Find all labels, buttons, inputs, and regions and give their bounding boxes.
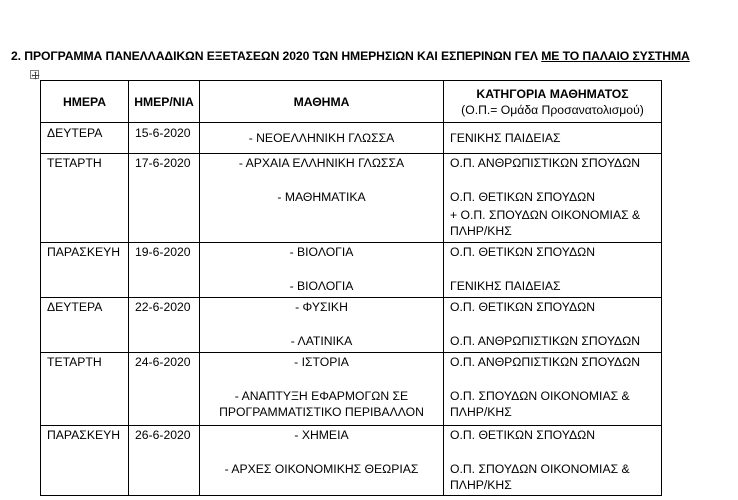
header-day: ΗΜΕΡΑ (41, 81, 129, 123)
category-text: Ο.Π. ΘΕΤΙΚΩΝ ΣΠΟΥΔΩΝ (450, 245, 596, 259)
subject-text: - ΑΡΧΑΙΑ ΕΛΛΗΝΙΚΗ ΓΛΩΣΣΑ (238, 156, 405, 170)
header-category-note: (Ο.Π.= Ομάδα Προσανατολισμού) (461, 102, 644, 117)
subject-cell (200, 353, 444, 426)
category-text: ΠΛΗΡ/ΚΗΣ (450, 405, 512, 419)
day-cell (41, 154, 129, 243)
header-category (444, 81, 662, 123)
category-cell (444, 353, 662, 426)
day-text: ΠΑΡΑΣΚΕΥΗ (47, 245, 121, 259)
date-cell (129, 123, 200, 154)
heading-underlined: ΜΕ ΤΟ ΠΑΛΑΙΟ ΣΥΣΤΗΜΑ (541, 49, 690, 63)
day-cell (41, 298, 129, 353)
category-text: Ο.Π. ΣΠΟΥΔΩΝ ΟΙΚΟΝΟΜΙΑΣ & (450, 389, 630, 403)
day-text: ΤΕΤΑΡΤΗ (47, 355, 102, 369)
subject-text: - ΑΝΑΠΤΥΞΗ ΕΦΑΡΜΟΓΩΝ ΣΕ (234, 389, 409, 403)
subject-text: - ΑΡΧΕΣ ΟΙΚΟΝΟΜΙΚΗΣ ΘΕΩΡΙΑΣ (224, 462, 419, 476)
date-text: 22-6-2020 (135, 300, 191, 314)
category-text: Ο.Π. ΘΕΤΙΚΩΝ ΣΠΟΥΔΩΝ (450, 300, 596, 314)
category-text: + Ο.Π. ΣΠΟΥΔΩΝ ΟΙΚΟΝΟΜΙΑΣ & (450, 208, 641, 222)
date-text: 17-6-2020 (135, 156, 191, 170)
subject-cell (200, 243, 444, 298)
table-header-row (41, 81, 662, 123)
subject-text: - ΛΑΤΙΝΙΚΑ (290, 334, 353, 348)
category-cell (444, 154, 662, 243)
category-cell (444, 426, 662, 496)
subject-text: - ΦΥΣΙΚΗ (295, 300, 348, 314)
date-cell (129, 426, 200, 496)
category-text: ΠΛΗΡ/ΚΗΣ (450, 224, 512, 238)
category-text: ΓΕΝΙΚΗΣ ΠΑΙΔΕΙΑΣ (450, 131, 561, 145)
table-row (41, 426, 662, 496)
date-text: 19-6-2020 (135, 245, 191, 259)
day-cell (41, 123, 129, 154)
date-cell (129, 154, 200, 243)
category-text: ΠΛΗΡ/ΚΗΣ (450, 478, 512, 492)
table-row (41, 154, 662, 243)
date-text: 15-6-2020 (135, 126, 191, 140)
date-text: 26-6-2020 (135, 428, 191, 442)
subject-text: - ΧΗΜΕΙΑ (294, 428, 349, 442)
subject-cell (200, 298, 444, 353)
category-cell (444, 298, 662, 353)
header-subject: ΜΑΘΗΜΑ (200, 81, 444, 123)
category-text: Ο.Π. ΘΕΤΙΚΩΝ ΣΠΟΥΔΩΝ (450, 428, 596, 442)
category-text: Ο.Π. ΘΕΤΙΚΩΝ ΣΠΟΥΔΩΝ (450, 190, 596, 204)
subject-text: - ΜΑΘΗΜΑΤΙΚΑ (277, 190, 366, 204)
day-text: ΔΕΥΤΕΡΑ (47, 126, 103, 140)
day-text: ΠΑΡΑΣΚΕΥΗ (47, 428, 121, 442)
exam-schedule-table (40, 80, 662, 496)
subject-cell (200, 426, 444, 496)
subject-text: - ΒΙΟΛΟΓΙΑ (289, 279, 354, 293)
table-row (41, 298, 662, 353)
table-row (41, 353, 662, 426)
category-text: Ο.Π. ΑΝΘΡΩΠΙΣΤΙΚΩΝ ΣΠΟΥΔΩΝ (450, 334, 641, 348)
category-cell (444, 243, 662, 298)
category-cell (444, 123, 662, 154)
category-text: Ο.Π. ΑΝΘΡΩΠΙΣΤΙΚΩΝ ΣΠΟΥΔΩΝ (450, 355, 641, 369)
date-cell (129, 243, 200, 298)
subject-text: - ΒΙΟΛΟΓΙΑ (289, 245, 354, 259)
day-cell (41, 353, 129, 426)
heading-text: ΠΡΟΓΡΑΜΜΑ ΠΑΝΕΛΛΑΔΙΚΩΝ ΕΞΕΤΑΣΕΩΝ 2020 ΤΩΝ ΗΜΕΡΗΣΙΩΝ ΚΑΙ ΕΣΠΕΡΙΝΩΝ ΓΕΛ (24, 49, 538, 63)
subject-cell (200, 154, 444, 243)
subject-cell (200, 123, 444, 154)
date-text: 24-6-2020 (135, 355, 191, 369)
subject-text: - ΙΣΤΟΡΙΑ (294, 355, 349, 369)
category-text: ΓΕΝΙΚΗΣ ΠΑΙΔΕΙΑΣ (450, 279, 561, 293)
day-cell (41, 243, 129, 298)
category-text: Ο.Π. ΣΠΟΥΔΩΝ ΟΙΚΟΝΟΜΙΑΣ & (450, 462, 630, 476)
document-heading (11, 49, 690, 63)
table-row (41, 243, 662, 298)
header-date: ΗΜΕΡ/ΝΙΑ (129, 81, 200, 123)
date-cell (129, 353, 200, 426)
header-category-title: ΚΑΤΗΓΟΡΙΑ ΜΑΘΗΜΑΤΟΣ (476, 86, 629, 101)
table-move-handle-icon[interactable] (30, 70, 39, 79)
subject-text: - ΝΕΟΕΛΛΗΝΙΚΗ ΓΛΩΣΣΑ (248, 131, 395, 145)
day-cell (41, 426, 129, 496)
date-cell (129, 298, 200, 353)
table-continuation-cutoff (40, 491, 710, 500)
day-text: ΤΕΤΑΡΤΗ (47, 156, 102, 170)
day-text: ΔΕΥΤΕΡΑ (47, 300, 103, 314)
category-text: Ο.Π. ΑΝΘΡΩΠΙΣΤΙΚΩΝ ΣΠΟΥΔΩΝ (450, 156, 641, 170)
heading-number: 2. (11, 49, 21, 63)
table-row (41, 123, 662, 154)
subject-text: ΠΡΟΓΡΑΜΜΑΤΙΣΤΙΚΟ ΠΕΡΙΒΑΛΛΟΝ (219, 405, 424, 419)
